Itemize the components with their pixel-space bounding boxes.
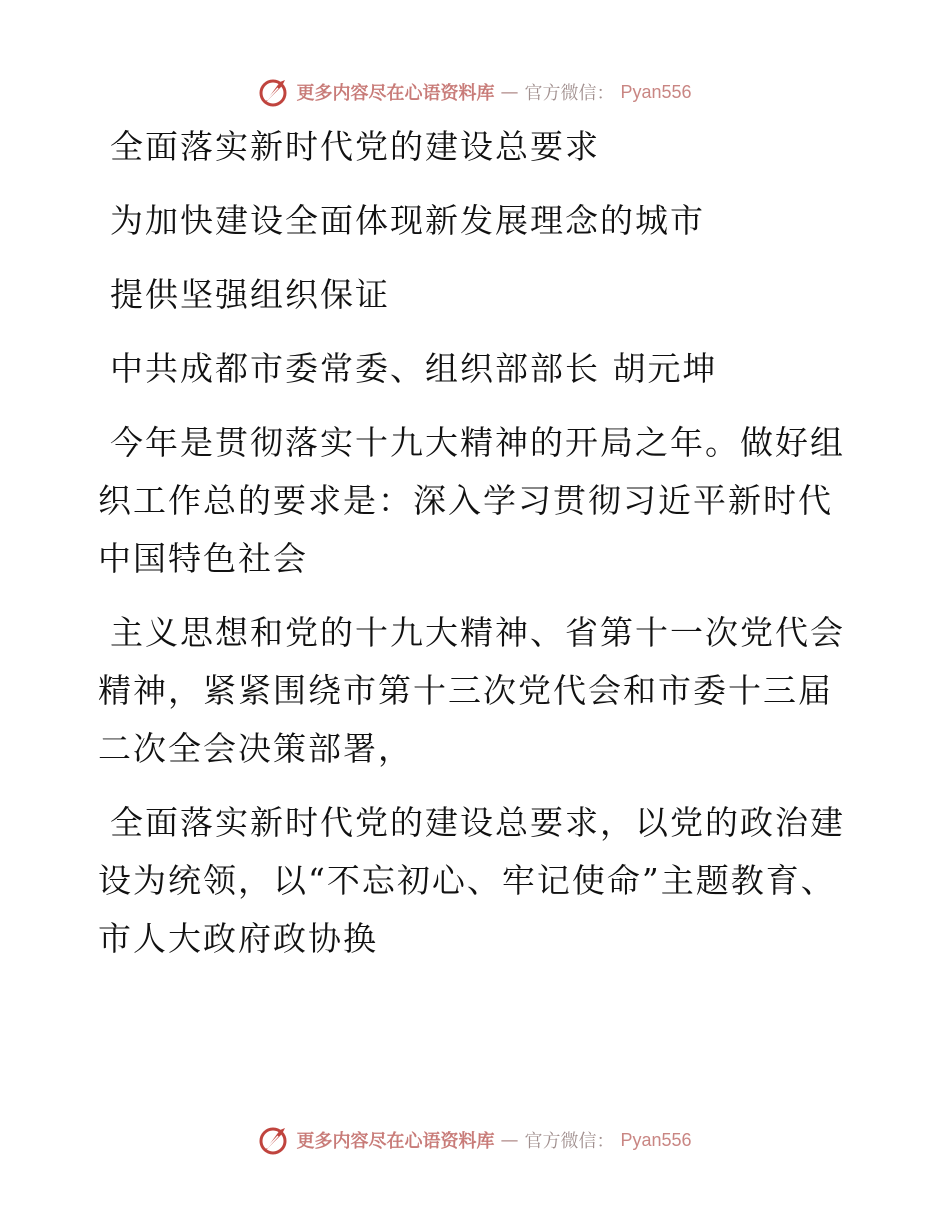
banner-separator: —: [500, 81, 519, 103]
wechat-id: Pyan556: [620, 1129, 692, 1150]
quill-logo-icon: [258, 76, 290, 108]
quill-logo-icon: [258, 1124, 290, 1156]
wechat-id: Pyan556: [620, 81, 692, 102]
title-line-2: 为加快建设全面体现新发展理念的城市: [110, 201, 705, 240]
document-body: [98, 118, 858, 984]
body-paragraph-3: 全面落实新时代党的建设总要求，以党的政治建设为统领，以“不忘初心、牢记使命”主题教育、市人大政府政协换: [98, 803, 845, 958]
header-banner: [0, 72, 950, 112]
body-paragraph-1: 今年是贯彻落实十九大精神的开局之年。做好组织工作总的要求是：深入学习贯彻习近平新时代中国特色社会: [98, 423, 845, 578]
body-paragraph-2: 主义思想和党的十九大精神、省第十一次党代会精神，紧紧围绕市第十三次党代会和市委十三届二次全会决策部署，: [98, 613, 845, 768]
banner-separator: —: [500, 1129, 519, 1151]
title-line-1: 全面落实新时代党的建设总要求: [110, 127, 600, 166]
brand-text: 更多内容尽在心语资料库: [296, 1131, 495, 1152]
brand-text: 更多内容尽在心语资料库: [296, 83, 495, 104]
footer-banner: [0, 1120, 950, 1160]
title-line-3: 提供坚强组织保证: [110, 275, 390, 314]
wechat-label: 官方微信：: [524, 1131, 615, 1152]
wechat-label: 官方微信：: [524, 83, 615, 104]
author-line: 中共成都市委常委、组织部部长 胡元坤: [110, 349, 718, 388]
